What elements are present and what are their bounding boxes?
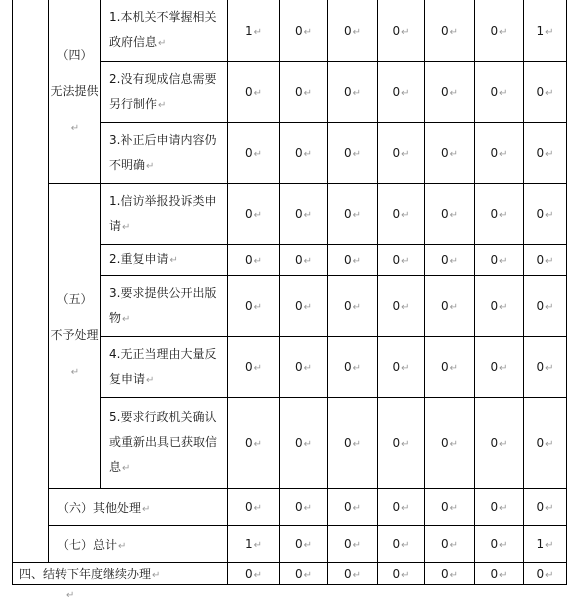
- count-value: 0: [392, 146, 401, 160]
- row-label-cell: [101, 245, 228, 276]
- count-cell: [524, 398, 567, 489]
- paragraph-mark: ↵: [401, 210, 410, 221]
- disclosure-statistics-table: [12, 0, 567, 585]
- count-value: 0: [294, 360, 303, 374]
- count-cell: [280, 398, 328, 489]
- paragraph-mark: ↵: [253, 439, 263, 450]
- row-label-cell: [101, 123, 228, 184]
- carry-over-row: [13, 563, 567, 585]
- count-cell: [280, 123, 328, 184]
- paragraph-mark: ↵: [401, 363, 410, 374]
- row-label: （六）其他处理: [57, 500, 142, 515]
- paragraph-mark: ↵: [401, 569, 410, 581]
- paragraph-mark: ↵: [303, 569, 313, 581]
- count-value: 0: [343, 436, 352, 450]
- count-cell: [425, 184, 475, 245]
- count-value: 0: [440, 566, 449, 581]
- count-value: 0: [343, 500, 352, 514]
- count-cell: [524, 526, 567, 563]
- row-label: 1.本机关不掌握相关政府信息: [109, 10, 217, 49]
- paragraph-mark: ↵: [253, 363, 263, 374]
- count-cell: [378, 184, 425, 245]
- paragraph-mark: ↵: [449, 503, 459, 514]
- count-cell: [378, 563, 425, 585]
- paragraph-mark: ↵: [401, 503, 410, 514]
- count-cell: [378, 489, 425, 526]
- paragraph-mark: ↵: [545, 503, 554, 514]
- count-value: 0: [294, 23, 303, 38]
- count-value: 0: [490, 85, 499, 99]
- paragraph-mark: ↵: [303, 302, 313, 313]
- count-cell: [328, 398, 378, 489]
- count-cell: [328, 337, 378, 398]
- count-cell: [228, 276, 280, 337]
- count-value: 0: [440, 537, 449, 551]
- leading-blank-cell: [13, 0, 49, 563]
- row-label: 四、结转下年度继续办理: [19, 567, 152, 581]
- paragraph-mark: ↵: [122, 221, 131, 233]
- table-row: [13, 184, 567, 245]
- paragraph-mark: ↵: [401, 149, 410, 160]
- count-value: 0: [536, 253, 545, 267]
- count-cell: [328, 526, 378, 563]
- paragraph-mark: ↵: [401, 439, 410, 450]
- paragraph-mark: ↵: [352, 26, 362, 38]
- row-label: 2.没有现成信息需要另行制作: [109, 71, 217, 111]
- count-cell: [475, 245, 524, 276]
- count-value: 0: [294, 207, 303, 221]
- paragraph-mark: ↵: [499, 256, 508, 267]
- count-value: 0: [536, 436, 545, 450]
- count-cell: [328, 123, 378, 184]
- row-label-cell: [101, 398, 228, 489]
- count-cell: [228, 184, 280, 245]
- paragraph-mark: ↵: [545, 439, 554, 450]
- count-value: 0: [392, 85, 401, 99]
- count-cell: [475, 563, 524, 585]
- count-cell: [425, 337, 475, 398]
- count-value: 0: [392, 360, 401, 374]
- count-value: 0: [536, 146, 545, 160]
- count-cell: [524, 563, 567, 585]
- paragraph-mark: ↵: [253, 149, 263, 160]
- count-value: 0: [490, 299, 499, 313]
- count-cell: [524, 489, 567, 526]
- count-value: 0: [343, 299, 352, 313]
- paragraph-mark: ↵: [449, 210, 459, 221]
- count-cell: [475, 62, 524, 123]
- count-value: 0: [294, 85, 303, 99]
- paragraph-mark: ↵: [70, 367, 80, 378]
- row-label-cell: [13, 563, 228, 585]
- count-cell: [280, 337, 328, 398]
- count-value: 0: [392, 253, 401, 267]
- count-value: 0: [294, 436, 303, 450]
- count-value: 0: [294, 299, 303, 313]
- paragraph-mark: ↵: [449, 302, 459, 313]
- paragraph-mark: ↵: [352, 88, 362, 99]
- count-cell: [425, 489, 475, 526]
- paragraph-mark: ↵: [142, 503, 151, 515]
- row-label-cell: [101, 62, 228, 123]
- count-value: 0: [392, 537, 401, 551]
- count-cell: [228, 62, 280, 123]
- paragraph-mark: ↵: [449, 439, 459, 450]
- paragraph-mark: ↵: [449, 540, 459, 551]
- paragraph-mark: ↵: [449, 569, 459, 581]
- paragraph-mark: ↵: [545, 302, 554, 313]
- paragraph-mark: ↵: [303, 88, 313, 99]
- count-cell: [425, 276, 475, 337]
- count-cell: [425, 0, 475, 62]
- count-value: 0: [490, 146, 499, 160]
- paragraph-mark: ↵: [449, 88, 459, 99]
- paragraph-mark: ↵: [146, 374, 155, 386]
- count-value: 0: [244, 146, 253, 160]
- count-cell: [378, 276, 425, 337]
- count-cell: [378, 337, 425, 398]
- row-label: 4.无正当理由大量反复申请: [109, 346, 217, 386]
- count-cell: [328, 489, 378, 526]
- count-cell: [425, 245, 475, 276]
- count-cell: [475, 489, 524, 526]
- count-value: 0: [343, 253, 352, 267]
- paragraph-mark: ↵: [352, 210, 362, 221]
- row-label: 2.重复申请: [109, 252, 169, 266]
- count-value: 0: [343, 85, 352, 99]
- paragraph-mark: ↵: [401, 88, 410, 99]
- count-cell: [328, 184, 378, 245]
- count-value: 0: [244, 500, 253, 514]
- row-label-cell: [101, 337, 228, 398]
- count-value: 1: [536, 537, 545, 551]
- paragraph-mark: ↵: [352, 302, 362, 313]
- count-value: 0: [343, 146, 352, 160]
- count-value: 0: [294, 500, 303, 514]
- paragraph-mark: ↵: [352, 503, 362, 514]
- count-cell: [524, 62, 567, 123]
- group-label: （五） 不予处理: [50, 292, 99, 342]
- paragraph-mark: ↵: [352, 540, 362, 551]
- count-cell: [280, 184, 328, 245]
- paragraph-mark: ↵: [352, 569, 362, 581]
- count-value: 0: [490, 23, 499, 38]
- count-value: 0: [244, 299, 253, 313]
- count-cell: [228, 526, 280, 563]
- paragraph-mark: ↵: [169, 255, 178, 266]
- count-cell: [280, 563, 328, 585]
- count-value: 0: [440, 146, 449, 160]
- count-cell: [475, 526, 524, 563]
- count-value: 0: [294, 566, 303, 581]
- paragraph-mark: ↵: [303, 363, 313, 374]
- count-cell: [328, 62, 378, 123]
- paragraph-mark: ↵: [545, 26, 554, 38]
- row-label: 5.要求行政机关确认或重新出具已获取信息: [109, 410, 218, 474]
- count-value: 0: [440, 85, 449, 99]
- count-cell: [425, 563, 475, 585]
- count-value: 0: [536, 566, 545, 581]
- count-cell: [378, 245, 425, 276]
- paragraph-mark: ↵: [352, 439, 362, 450]
- paragraph-mark: ↵: [253, 88, 263, 99]
- paragraph-mark: ↵: [499, 302, 508, 313]
- row-label-cell: [101, 276, 228, 337]
- group-cannot-provide: [49, 0, 101, 184]
- paragraph-mark: ↵: [118, 540, 127, 552]
- count-value: 0: [392, 566, 401, 581]
- count-cell: [228, 489, 280, 526]
- count-cell: [228, 337, 280, 398]
- paragraph-mark: ↵: [253, 503, 263, 514]
- count-value: 0: [343, 207, 352, 221]
- count-value: 0: [294, 537, 303, 551]
- paragraph-mark: ↵: [499, 569, 508, 581]
- count-value: 1: [536, 23, 545, 38]
- paragraph-mark: ↵: [352, 256, 362, 267]
- paragraph-mark: ↵: [122, 313, 131, 325]
- paragraph-mark: ↵: [152, 570, 161, 581]
- paragraph-mark: ↵: [303, 256, 313, 267]
- count-cell: [328, 276, 378, 337]
- paragraph-mark: ↵: [303, 210, 313, 221]
- count-cell: [280, 526, 328, 563]
- count-value: 0: [490, 253, 499, 267]
- paragraph-mark: ↵: [253, 540, 263, 551]
- row-label-cell: [49, 526, 228, 563]
- paragraph-mark: ↵: [158, 38, 167, 49]
- count-cell: [425, 123, 475, 184]
- paragraph-mark: ↵: [303, 503, 313, 514]
- count-value: 0: [343, 537, 352, 551]
- paragraph-mark: ↵: [158, 99, 167, 111]
- paragraph-mark: ↵: [545, 363, 554, 374]
- count-cell: [524, 337, 567, 398]
- count-value: 0: [490, 360, 499, 374]
- count-value: 0: [490, 537, 499, 551]
- count-cell: [425, 526, 475, 563]
- count-cell: [475, 398, 524, 489]
- paragraph-mark: ↵: [303, 26, 313, 38]
- paragraph-mark: ↵: [401, 26, 410, 38]
- row-label-cell: [101, 0, 228, 62]
- count-value: 0: [392, 299, 401, 313]
- count-value: 0: [244, 436, 253, 450]
- count-value: 0: [440, 299, 449, 313]
- count-cell: [425, 398, 475, 489]
- count-value: 0: [244, 253, 253, 267]
- group-label: （四） 无法提供: [50, 47, 99, 98]
- paragraph-mark: ↵: [545, 149, 554, 160]
- count-cell: [280, 276, 328, 337]
- count-cell: [280, 245, 328, 276]
- paragraph-mark: ↵: [66, 590, 75, 601]
- count-value: 1: [244, 23, 253, 38]
- count-value: 0: [343, 360, 352, 374]
- paragraph-mark: ↵: [545, 88, 554, 99]
- count-cell: [475, 276, 524, 337]
- count-value: 0: [490, 500, 499, 514]
- total-row: [13, 526, 567, 563]
- count-value: 0: [244, 85, 253, 99]
- paragraph-mark: ↵: [449, 26, 459, 38]
- count-value: 0: [392, 207, 401, 221]
- count-value: 1: [244, 537, 253, 551]
- count-cell: [228, 245, 280, 276]
- paragraph-mark: ↵: [499, 363, 508, 374]
- count-cell: [228, 398, 280, 489]
- count-cell: [280, 489, 328, 526]
- count-cell: [378, 526, 425, 563]
- row-label: 3.要求提供公开出版物: [109, 285, 217, 325]
- paragraph-mark: ↵: [253, 569, 263, 581]
- count-cell: [378, 62, 425, 123]
- count-cell: [524, 123, 567, 184]
- count-cell: [378, 0, 425, 62]
- paragraph-mark: ↵: [545, 210, 554, 221]
- count-value: 0: [343, 566, 352, 581]
- count-value: 0: [536, 360, 545, 374]
- paragraph-mark: ↵: [499, 88, 508, 99]
- count-cell: [228, 563, 280, 585]
- count-value: 0: [392, 436, 401, 450]
- paragraph-mark: ↵: [303, 439, 313, 450]
- count-value: 0: [244, 360, 253, 374]
- count-value: 0: [440, 500, 449, 514]
- paragraph-mark: ↵: [449, 363, 459, 374]
- count-value: 0: [490, 566, 499, 581]
- paragraph-mark: ↵: [401, 256, 410, 267]
- row-label-cell: [49, 489, 228, 526]
- count-cell: [378, 123, 425, 184]
- count-cell: [328, 0, 378, 62]
- paragraph-mark: ↵: [253, 256, 263, 267]
- paragraph-mark: ↵: [146, 160, 155, 172]
- count-cell: [378, 398, 425, 489]
- count-cell: [524, 245, 567, 276]
- count-value: 0: [343, 23, 352, 38]
- count-cell: [228, 123, 280, 184]
- count-value: 0: [536, 85, 545, 99]
- row-label: 3.补正后申请内容仍不明确: [109, 132, 217, 172]
- paragraph-mark: ↵: [303, 149, 313, 160]
- paragraph-mark: ↵: [401, 302, 410, 313]
- paragraph-mark: ↵: [70, 122, 80, 134]
- count-value: 0: [392, 23, 401, 38]
- count-cell: [475, 123, 524, 184]
- row-label-cell: [101, 184, 228, 245]
- paragraph-mark: ↵: [499, 540, 508, 551]
- paragraph-mark: ↵: [499, 439, 508, 450]
- count-value: 0: [490, 436, 499, 450]
- count-cell: [475, 184, 524, 245]
- count-value: 0: [440, 360, 449, 374]
- count-cell: [280, 0, 328, 62]
- count-cell: [524, 276, 567, 337]
- paragraph-mark: ↵: [401, 540, 410, 551]
- paragraph-mark: ↵: [122, 463, 131, 474]
- table-row: [13, 0, 567, 62]
- count-value: 0: [244, 207, 253, 221]
- paragraph-mark: ↵: [499, 26, 508, 38]
- count-cell: [425, 62, 475, 123]
- count-cell: [524, 184, 567, 245]
- paragraph-mark: ↵: [545, 256, 554, 267]
- count-value: 0: [536, 299, 545, 313]
- count-value: 0: [536, 207, 545, 221]
- paragraph-mark: ↵: [545, 540, 554, 551]
- count-value: 0: [440, 253, 449, 267]
- count-cell: [475, 0, 524, 62]
- paragraph-mark: ↵: [545, 569, 554, 581]
- count-value: 0: [490, 207, 499, 221]
- count-cell: [328, 563, 378, 585]
- paragraph-mark: ↵: [253, 26, 263, 38]
- paragraph-mark: ↵: [253, 302, 263, 313]
- count-value: 0: [294, 253, 303, 267]
- paragraph-mark: ↵: [449, 149, 459, 160]
- count-cell: [280, 62, 328, 123]
- count-value: 0: [294, 146, 303, 160]
- paragraph-mark: ↵: [352, 363, 362, 374]
- group-not-processed: [49, 184, 101, 489]
- paragraph-mark: ↵: [253, 210, 263, 221]
- count-value: 0: [392, 500, 401, 514]
- paragraph-mark: ↵: [352, 149, 362, 160]
- count-value: 0: [440, 207, 449, 221]
- count-cell: [475, 337, 524, 398]
- paragraph-mark: ↵: [303, 540, 313, 551]
- paragraph-mark: ↵: [499, 503, 508, 514]
- row-label: （七）总计: [57, 537, 118, 552]
- count-value: 0: [440, 23, 449, 38]
- count-cell: [328, 245, 378, 276]
- paragraph-mark: ↵: [499, 210, 508, 221]
- count-cell: [228, 0, 280, 62]
- row-label: 1.信访举报投诉类申请: [109, 193, 217, 233]
- paragraph-mark: ↵: [499, 149, 508, 160]
- count-cell: [524, 0, 567, 62]
- count-value: 0: [244, 566, 253, 581]
- count-value: 0: [536, 500, 545, 514]
- other-handling-row: [13, 489, 567, 526]
- paragraph-mark: ↵: [449, 256, 459, 267]
- count-value: 0: [440, 436, 449, 450]
